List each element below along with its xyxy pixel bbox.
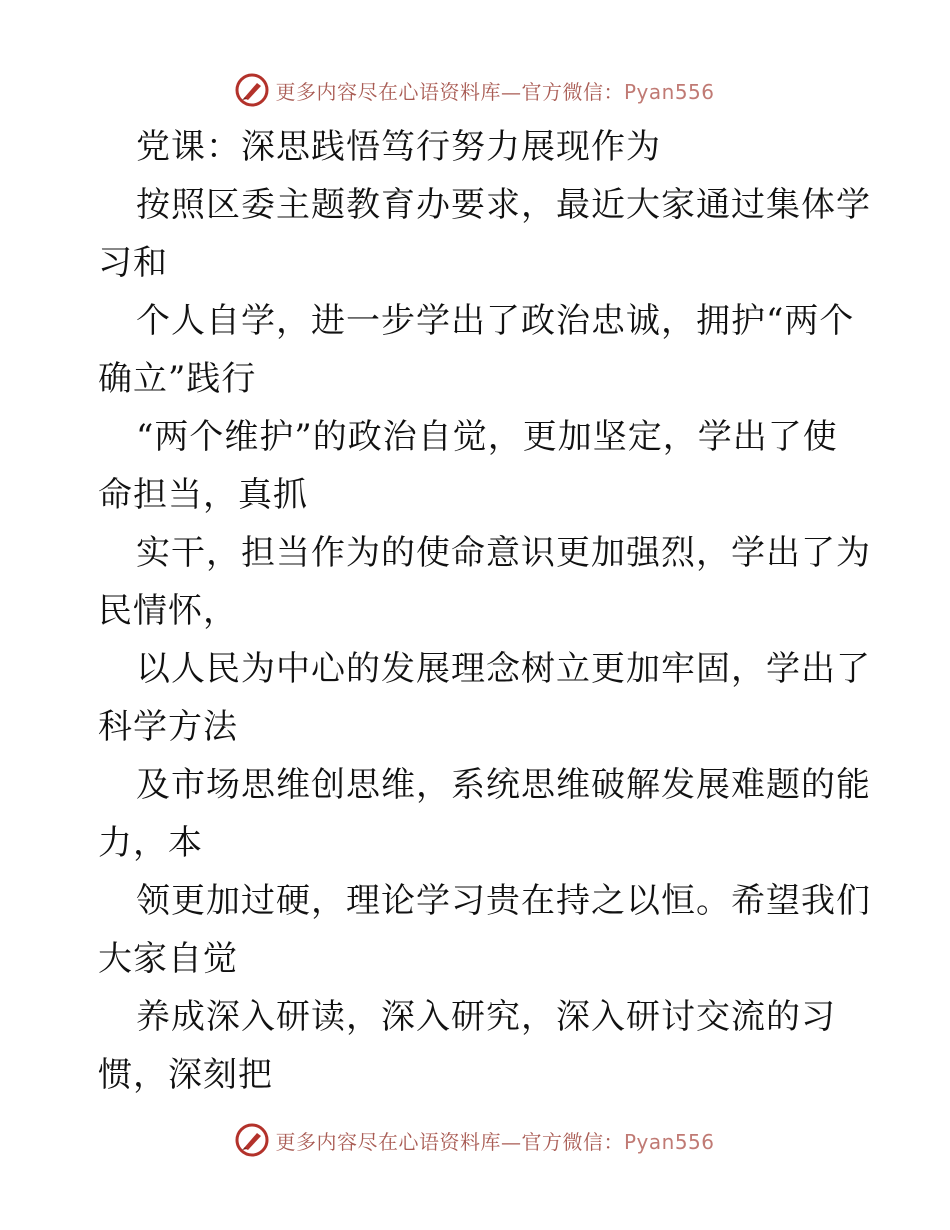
paragraph-line: 以人民为中心的发展理念树立更加牢固，学出了 xyxy=(136,649,871,689)
paragraph-line: 及市场思维创思维，系统思维破解发展难题的能 xyxy=(136,765,871,805)
header-banner xyxy=(0,70,950,110)
paragraph-line: 科学方法 xyxy=(98,707,238,747)
paragraph-line: 个人自学，进一步学出了政治忠诚，拥护“两个 xyxy=(136,301,855,341)
pen-logo-icon xyxy=(235,1123,269,1157)
paragraph-line: 实干，担当作为的使命意识更加强烈，学出了为 xyxy=(136,533,871,573)
paragraph-line: 大家自觉 xyxy=(98,939,238,979)
footer-banner-text: 更多内容尽在心语资料库—官方微信：Pyan556 xyxy=(275,1129,715,1154)
paragraph-line: 领更加过硬，理论学习贵在持之以恒。希望我们 xyxy=(136,881,871,921)
paragraph-line: 养成深入研读，深入研究，深入研讨交流的习 xyxy=(136,997,836,1037)
document-body xyxy=(98,118,871,1104)
pen-logo-icon xyxy=(235,73,269,107)
paragraph-line: 惯，深刻把 xyxy=(98,1055,273,1095)
paragraph-line: 民情怀， xyxy=(98,591,238,631)
document-title: 党课：深思践悟笃行努力展现作为 xyxy=(136,127,661,167)
paragraph-line: 确立”践行 xyxy=(98,359,257,399)
paragraph-line: 习和 xyxy=(98,243,168,283)
paragraph-line: 按照区委主题教育办要求，最近大家通过集体学 xyxy=(136,185,871,225)
paragraph-line: 命担当，真抓 xyxy=(98,475,308,515)
paragraph-line: “两个维护”的政治自觉，更加坚定，学出了使 xyxy=(136,417,838,457)
footer-banner xyxy=(0,1120,950,1160)
header-banner-text: 更多内容尽在心语资料库—官方微信：Pyan556 xyxy=(275,79,715,104)
paragraph-line: 力，本 xyxy=(98,823,203,863)
